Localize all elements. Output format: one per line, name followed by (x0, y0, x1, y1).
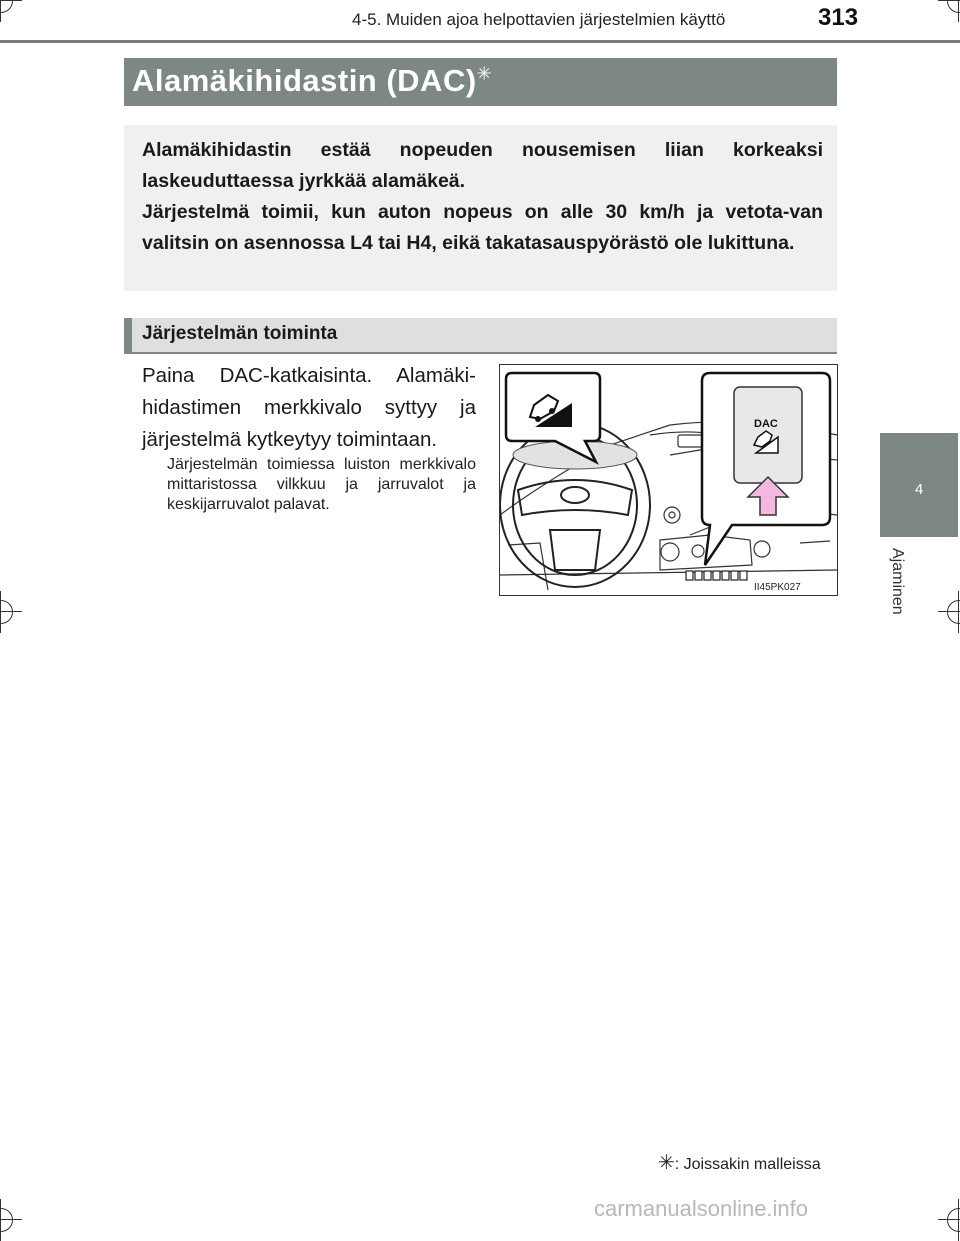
section-bar (124, 318, 132, 354)
figure-code: II45PK027 (754, 582, 801, 593)
chapter-tab-label-text: Ajaminen (889, 548, 906, 615)
dac-switch-label: DAC (754, 418, 778, 430)
title-band (124, 58, 837, 106)
chapter-tab-label (888, 548, 908, 648)
crop-mark-icon (0, 0, 13, 13)
crop-mark-icon (0, 1208, 13, 1232)
dashboard-figure (499, 364, 838, 596)
page-number: 313 (818, 4, 859, 31)
header-rule (0, 40, 960, 43)
operation-note: Järjestelmän toimiessa luiston merkkivalo mittaristossa vilkkuu ja jarruvalot ja keskijarruvalot palavat. (167, 456, 476, 513)
page-title (132, 63, 492, 99)
operation-step: Paina DAC-katkaisinta. Alamäki-hidastimen merkkivalo syttyy ja järjestelmä kytkeytyy toimintaan. (142, 364, 476, 451)
footnote-text: : Joissakin malleissa (674, 1156, 821, 1173)
intro-paragraph-2: Järjestelmä toimii, kun auton nopeus on alle 30 km/h ja vetota-van valitsin on asennossa L4 tai H4, eikä takatasauspyörästö ole lukittuna. (142, 201, 823, 254)
optional-marker: ✳ (476, 63, 493, 84)
chapter-tab-number: 4 (914, 481, 924, 498)
page-title-text: Alamäkihidastin (DAC) (132, 63, 477, 98)
intro-box (124, 125, 837, 291)
crop-mark-icon (947, 1208, 960, 1232)
section-title: Järjestelmän toiminta (142, 323, 338, 344)
chapter-title: 4-5. Muiden ajoa helpottavien järjestelmien käyttö (352, 10, 726, 29)
crop-mark-icon (947, 600, 960, 624)
intro-paragraph-1: Alamäkihidastin estää nopeuden nousemisen liian korkeaksi laskeuduttaessa jyrkkää alamäkeä. (142, 139, 823, 192)
footnote-marker: ✳ (658, 1152, 675, 1174)
crop-mark-icon (0, 600, 13, 624)
switch-row (686, 571, 747, 580)
footnote (658, 1150, 821, 1175)
chapter-tab (880, 433, 958, 537)
section-header (124, 318, 837, 354)
dashboard-illustration (500, 365, 837, 595)
crop-mark-icon (947, 0, 960, 13)
watermark: carmanualsonline.info (594, 1196, 809, 1221)
